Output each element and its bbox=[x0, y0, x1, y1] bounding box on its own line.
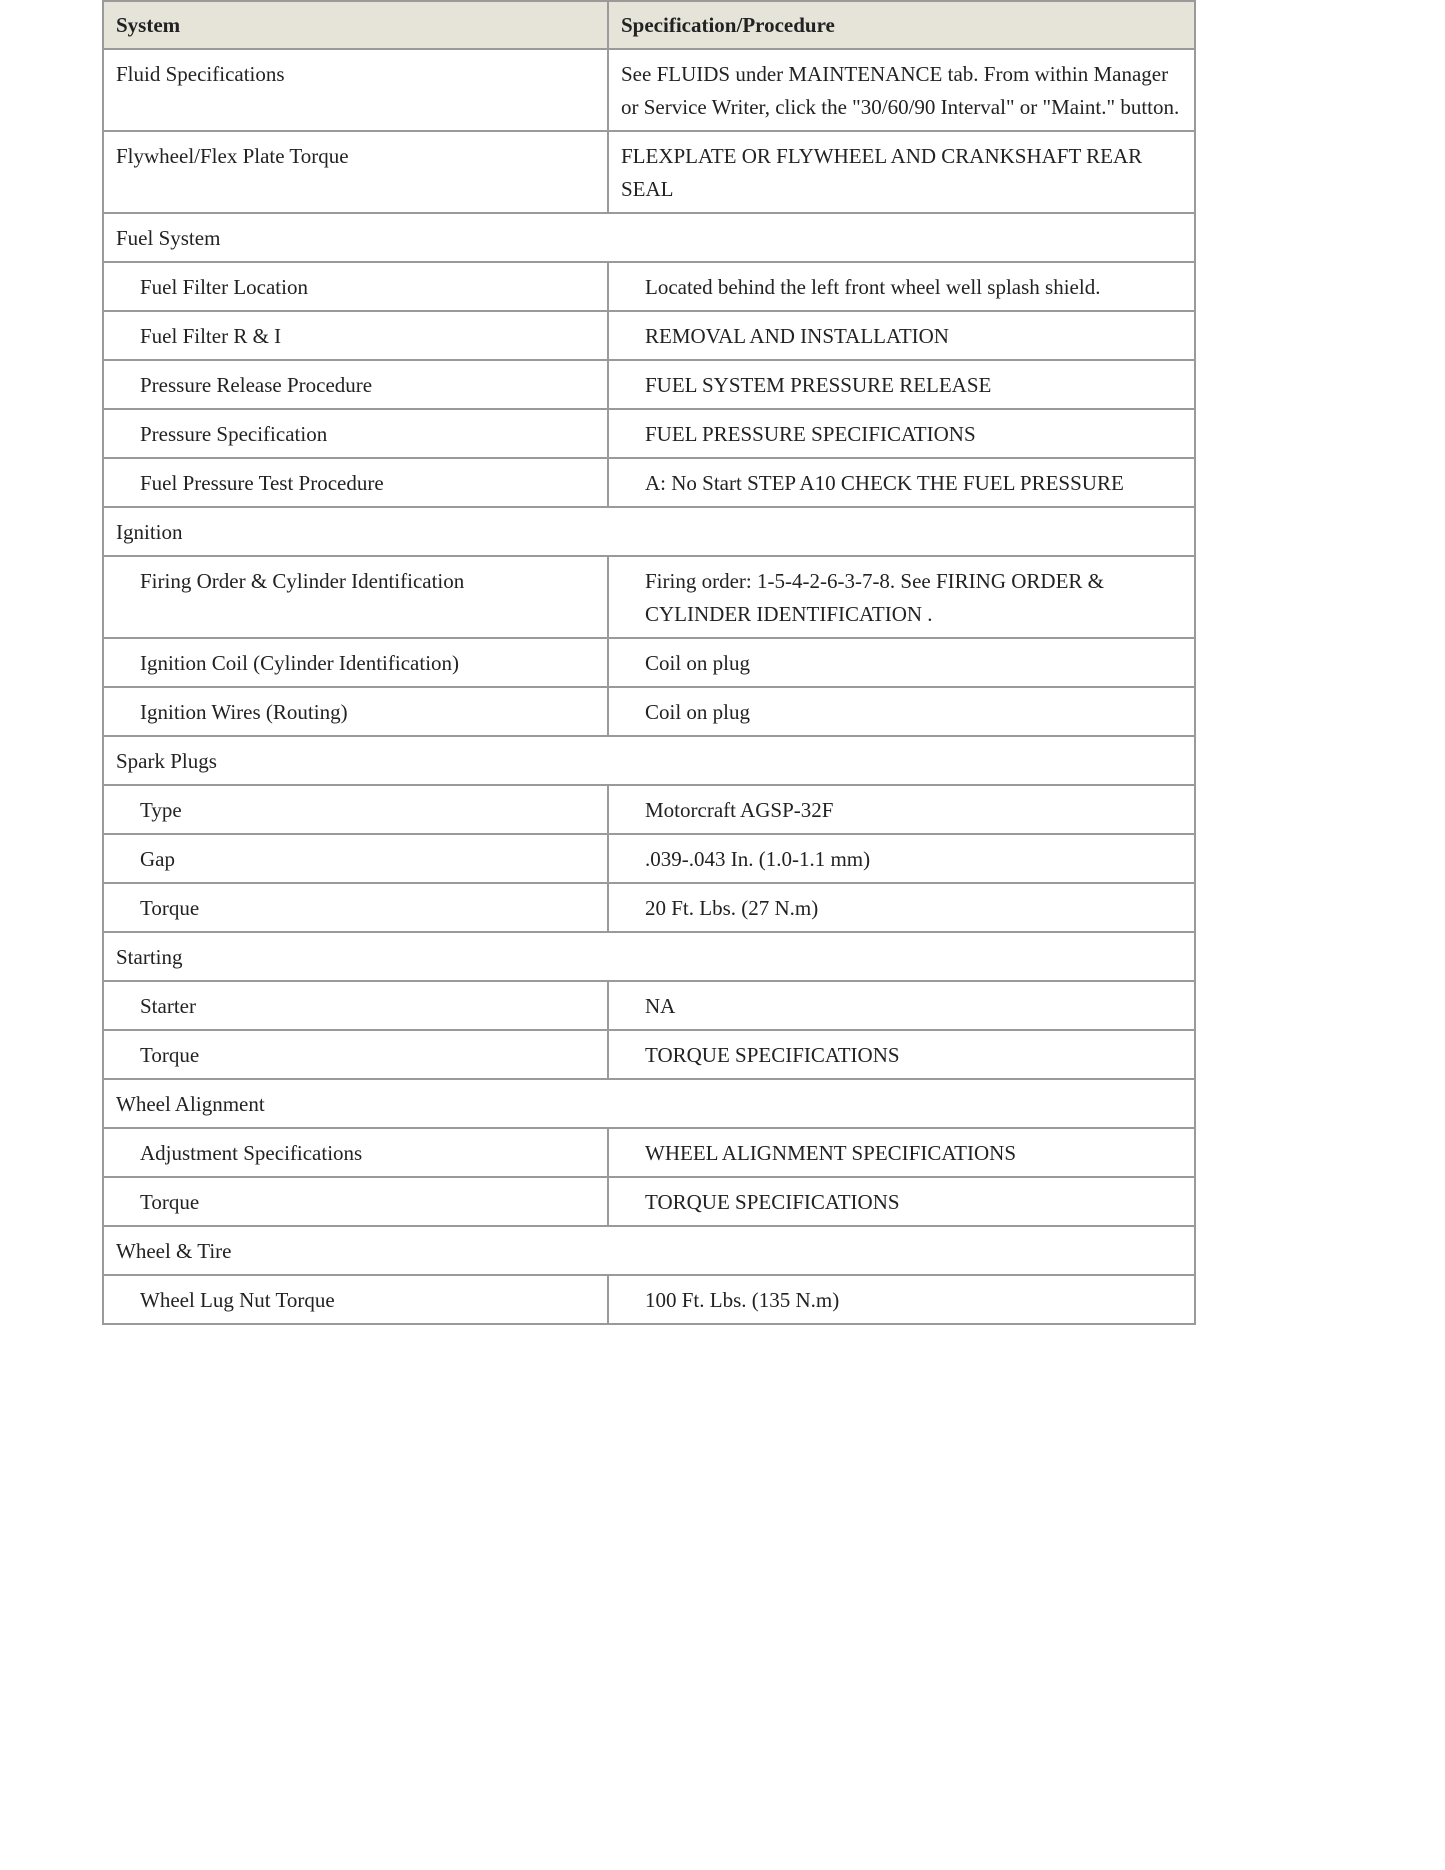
system-cell: Flywheel/Flex Plate Torque bbox=[103, 131, 608, 213]
system-cell: Firing Order & Cylinder Identification bbox=[103, 556, 608, 638]
system-cell: Gap bbox=[103, 834, 608, 883]
system-cell: Torque bbox=[103, 883, 608, 932]
table-row bbox=[103, 311, 1195, 360]
table-row bbox=[103, 409, 1195, 458]
group-label: Spark Plugs bbox=[103, 736, 1195, 785]
system-cell: Torque bbox=[103, 1177, 608, 1226]
spec-cell: FLEXPLATE OR FLYWHEEL AND CRANKSHAFT REAR SEAL bbox=[608, 131, 1195, 213]
table-row bbox=[103, 981, 1195, 1030]
system-cell: Fuel Pressure Test Procedure bbox=[103, 458, 608, 507]
system-cell: Ignition Coil (Cylinder Identification) bbox=[103, 638, 608, 687]
table-row bbox=[103, 1030, 1195, 1079]
table-row bbox=[103, 1177, 1195, 1226]
table-body bbox=[103, 49, 1195, 1324]
table-row bbox=[103, 687, 1195, 736]
system-cell: Torque bbox=[103, 1030, 608, 1079]
system-cell: Type bbox=[103, 785, 608, 834]
spec-cell: TORQUE SPECIFICATIONS bbox=[608, 1177, 1195, 1226]
spec-cell: Motorcraft AGSP-32F bbox=[608, 785, 1195, 834]
table-row bbox=[103, 785, 1195, 834]
table-row bbox=[103, 834, 1195, 883]
table-row bbox=[103, 131, 1195, 213]
table-row bbox=[103, 458, 1195, 507]
group-label: Wheel & Tire bbox=[103, 1226, 1195, 1275]
group-label: Fuel System bbox=[103, 213, 1195, 262]
table-row bbox=[103, 262, 1195, 311]
group-label: Wheel Alignment bbox=[103, 1079, 1195, 1128]
specification-table bbox=[102, 0, 1196, 1325]
table-row bbox=[103, 1275, 1195, 1324]
system-cell: Fuel Filter Location bbox=[103, 262, 608, 311]
spec-cell: WHEEL ALIGNMENT SPECIFICATIONS bbox=[608, 1128, 1195, 1177]
spec-cell: See FLUIDS under MAINTENANCE tab. From within Manager or Service Writer, click the "30/60/90 Interval" or "Maint." button. bbox=[608, 49, 1195, 131]
group-row bbox=[103, 507, 1195, 556]
column-header-spec: Specification/Procedure bbox=[608, 1, 1195, 49]
group-label: Ignition bbox=[103, 507, 1195, 556]
system-cell: Fluid Specifications bbox=[103, 49, 608, 131]
table-row bbox=[103, 883, 1195, 932]
table-row bbox=[103, 1128, 1195, 1177]
table-row bbox=[103, 638, 1195, 687]
table-row bbox=[103, 360, 1195, 409]
group-row bbox=[103, 1226, 1195, 1275]
system-cell: Ignition Wires (Routing) bbox=[103, 687, 608, 736]
header-row bbox=[103, 1, 1195, 49]
group-row bbox=[103, 932, 1195, 981]
group-row bbox=[103, 1079, 1195, 1128]
spec-cell: FUEL PRESSURE SPECIFICATIONS bbox=[608, 409, 1195, 458]
spec-cell: FUEL SYSTEM PRESSURE RELEASE bbox=[608, 360, 1195, 409]
spec-cell: REMOVAL AND INSTALLATION bbox=[608, 311, 1195, 360]
spec-cell: NA bbox=[608, 981, 1195, 1030]
group-row bbox=[103, 736, 1195, 785]
spec-cell: 100 Ft. Lbs. (135 N.m) bbox=[608, 1275, 1195, 1324]
table-row bbox=[103, 556, 1195, 638]
system-cell: Starter bbox=[103, 981, 608, 1030]
spec-cell: A: No Start STEP A10 CHECK THE FUEL PRESSURE bbox=[608, 458, 1195, 507]
group-label: Starting bbox=[103, 932, 1195, 981]
group-row bbox=[103, 213, 1195, 262]
column-header-system: System bbox=[103, 1, 608, 49]
system-cell: Fuel Filter R & I bbox=[103, 311, 608, 360]
spec-cell: .039-.043 In. (1.0-1.1 mm) bbox=[608, 834, 1195, 883]
system-cell: Pressure Release Procedure bbox=[103, 360, 608, 409]
system-cell: Pressure Specification bbox=[103, 409, 608, 458]
spec-cell: TORQUE SPECIFICATIONS bbox=[608, 1030, 1195, 1079]
table-header bbox=[103, 1, 1195, 49]
spec-cell: Coil on plug bbox=[608, 687, 1195, 736]
system-cell: Adjustment Specifications bbox=[103, 1128, 608, 1177]
system-cell: Wheel Lug Nut Torque bbox=[103, 1275, 608, 1324]
table-row bbox=[103, 49, 1195, 131]
spec-cell: 20 Ft. Lbs. (27 N.m) bbox=[608, 883, 1195, 932]
spec-cell: Located behind the left front wheel well splash shield. bbox=[608, 262, 1195, 311]
spec-cell: Firing order: 1-5-4-2-6-3-7-8. See FIRING ORDER & CYLINDER IDENTIFICATION . bbox=[608, 556, 1195, 638]
spec-cell: Coil on plug bbox=[608, 638, 1195, 687]
